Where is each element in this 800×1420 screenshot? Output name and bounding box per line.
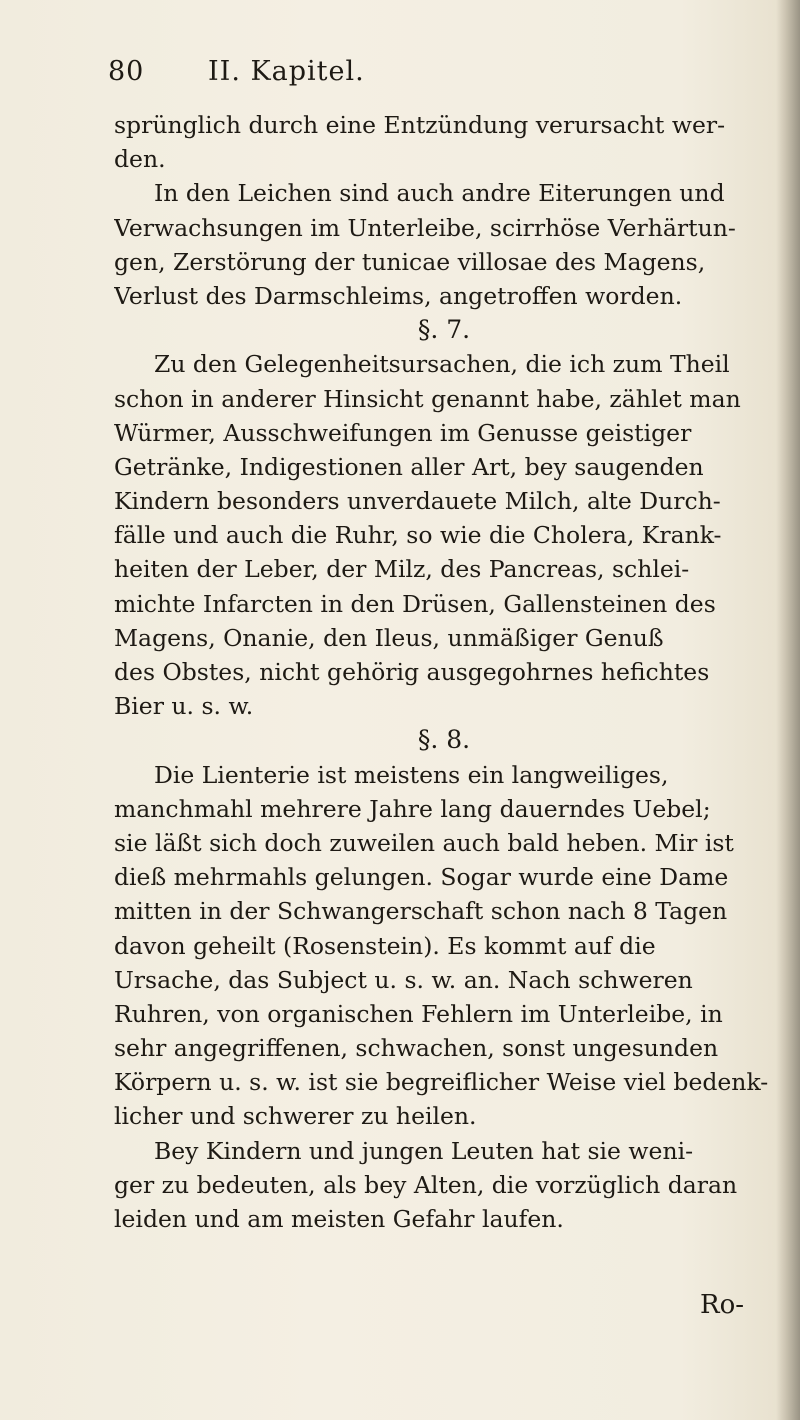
page-header — [108, 56, 668, 96]
text-line: davon geheilt (Rosenstein). Es kommt auf die — [114, 931, 656, 960]
running-head: II. Kapitel. — [208, 56, 365, 87]
text-line: Verlust des Darmschleims, angetroffen worden. — [114, 281, 683, 310]
text-line: manchmahl mehrere Jahre lang dauerndes Uebel; — [114, 794, 711, 823]
text-line: sehr angegriffenen, schwachen, sonst ungesunden — [114, 1034, 719, 1063]
text-line: Würmer, Ausschweifungen im Genusse geistiger — [114, 418, 692, 447]
section-heading: §. 8. — [417, 725, 471, 755]
text-line: michte Infarcten in den Drüsen, Gallensteinen des — [114, 589, 716, 618]
text-line: In den Leichen sind auch andre Eiterungen und — [154, 179, 725, 208]
text-line: Bier u. s. w. — [114, 692, 254, 721]
text-line: sie läßt sich doch zuweilen auch bald heben. Mir ist — [114, 828, 734, 857]
text-line: schon in anderer Hinsicht genannt habe, zählet man — [114, 384, 741, 413]
text-line: Ursache, das Subject u. s. w. an. Nach schweren — [114, 965, 693, 994]
page-edge-shadow — [776, 0, 800, 1420]
text-line: ger zu bedeuten, als bey Alten, die vorzüglich daran — [114, 1170, 738, 1199]
text-line: des Obstes, nicht gehörig ausgegohrnes hefichtes — [114, 658, 710, 686]
text-line: Ruhren, von organischen Fehlern im Unterleibe, in — [114, 999, 723, 1028]
text-line: Bey Kindern und jungen Leuten hat sie weni- — [154, 1136, 694, 1165]
text-line: gen, Zerstörung der tunicae villosae des Magens, — [114, 247, 706, 276]
text-line: leiden und am meisten Gefahr laufen. — [114, 1205, 564, 1233]
text-line: Magens, Onanie, den Ileus, unmäßiger Genuß — [114, 623, 664, 652]
text-line: Körpern u. s. w. ist sie begreiflicher Weise viel bedenk- — [114, 1068, 769, 1097]
body-text — [114, 108, 774, 1236]
text-line: Die Lienterie ist meistens ein langweiliges, — [154, 760, 669, 789]
text-line: den. — [114, 145, 166, 174]
page-number: 80 — [108, 56, 145, 87]
text-line: mitten in der Schwangerschaft schon nach 8 Tagen — [114, 897, 728, 926]
text-line: Kindern besonders unverdauete Milch, alte Durch- — [114, 487, 721, 516]
text-line: Getränke, Indigestionen aller Art, bey saugenden — [114, 452, 704, 481]
text-line: Zu den Gelegenheitsursachen, die ich zum Theil — [154, 350, 730, 379]
text-line: heiten der Leber, der Milz, des Pancreas, schlei- — [114, 555, 690, 584]
text-line: Verwachsungen im Unterleibe, scirrhöse Verhärtun- — [114, 213, 736, 242]
text-line: licher und schwerer zu heilen. — [114, 1102, 477, 1131]
catchword: Ro- — [700, 1290, 745, 1320]
text-line: fälle und auch die Ruhr, so wie die Cholera, Krank- — [114, 521, 722, 550]
section-heading: §. 7. — [417, 315, 471, 345]
text-line: dieß mehrmahls gelungen. Sogar wurde eine Dame — [114, 863, 729, 892]
text-line: sprünglich durch eine Entzündung verursacht wer- — [114, 111, 726, 139]
